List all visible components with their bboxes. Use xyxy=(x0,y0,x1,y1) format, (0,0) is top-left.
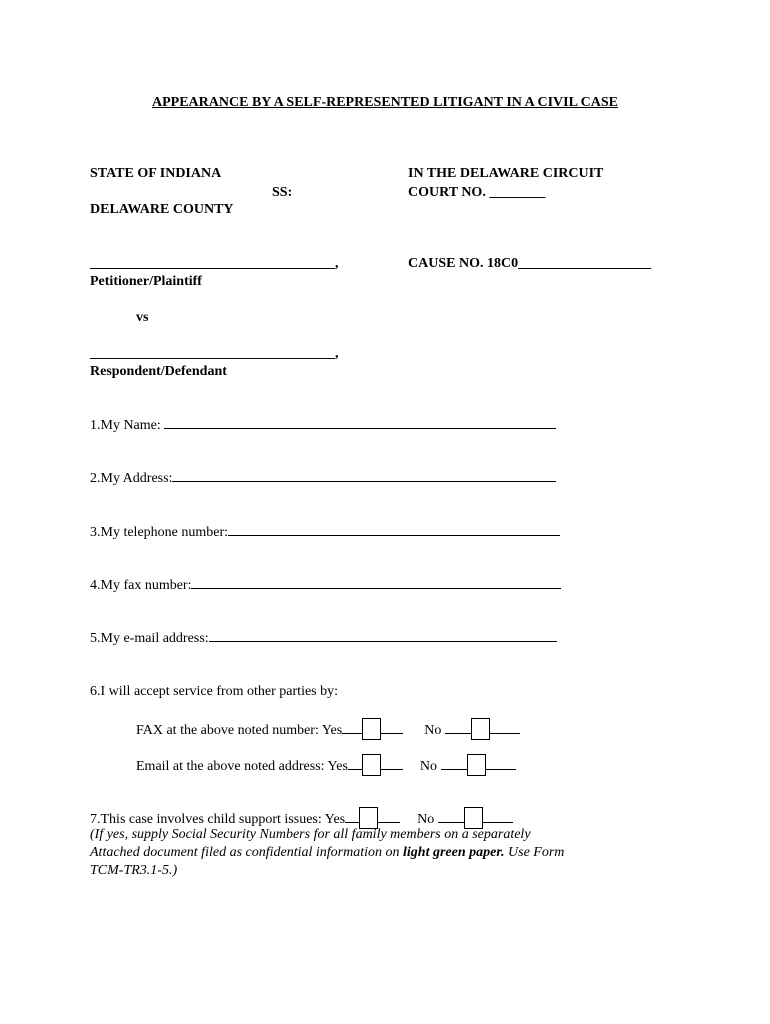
cs-no-underline-right xyxy=(483,810,513,823)
petitioner-blank[interactable]: ___________________________________, xyxy=(90,256,339,271)
telephone-input-line[interactable] xyxy=(228,523,560,536)
county-label: DELAWARE COUNTY xyxy=(90,202,234,217)
cs-yes-underline-left xyxy=(345,810,359,823)
fax-no-underline-left xyxy=(445,721,471,734)
child-support-note xyxy=(90,826,580,880)
ss-label: SS: xyxy=(272,185,293,200)
address-label: 2.My Address: xyxy=(90,471,173,486)
fax-no-label: No xyxy=(424,723,442,738)
service-heading: 6.I will accept service from other parties by: xyxy=(90,684,339,699)
fax-service-label: FAX at the above noted number: Yes xyxy=(136,723,343,738)
email-no-checkbox[interactable] xyxy=(467,754,486,776)
email-yes-checkbox[interactable] xyxy=(362,754,381,776)
cause-number-field[interactable]: CAUSE NO. 18C0___________________ xyxy=(408,256,652,271)
email-service-label: Email at the above noted address: Yes xyxy=(136,759,348,774)
petitioner-label: Petitioner/Plaintiff xyxy=(90,274,202,289)
address-field-row xyxy=(90,469,556,488)
note-text-bold: light green paper. xyxy=(403,845,505,860)
telephone-label: 3.My telephone number: xyxy=(90,525,229,540)
state-label: STATE OF INDIANA xyxy=(90,166,222,181)
child-support-label: 7.This case involves child support issues: Yes xyxy=(90,812,346,827)
fax-field-row xyxy=(90,576,561,595)
fax-service-row xyxy=(136,718,520,740)
note-text-2: Use Form TCM-TR3.1-5.) xyxy=(90,845,565,878)
email-yes-underline-left xyxy=(348,757,362,770)
court-label-line1: IN THE DELAWARE CIRCUIT xyxy=(408,166,604,181)
child-support-no-label: No xyxy=(417,812,435,827)
name-label: 1.My Name: xyxy=(90,418,165,433)
email-yes-underline-right xyxy=(381,757,403,770)
email-no-label: No xyxy=(419,759,438,774)
fax-label: 4.My fax number: xyxy=(90,578,192,593)
address-input-line[interactable] xyxy=(172,469,556,482)
fax-yes-checkbox[interactable] xyxy=(362,718,381,740)
email-input-line[interactable] xyxy=(209,629,557,642)
email-no-underline-left xyxy=(441,757,467,770)
name-field-row xyxy=(90,416,556,435)
fax-no-underline-right xyxy=(490,721,520,734)
vs-label: vs xyxy=(136,310,149,325)
respondent-label: Respondent/Defendant xyxy=(90,364,227,379)
fax-no-checkbox[interactable] xyxy=(471,718,490,740)
fax-yes-underline-left xyxy=(342,721,362,734)
email-no-underline-right xyxy=(486,757,516,770)
respondent-blank[interactable]: ___________________________________, xyxy=(90,346,339,361)
telephone-field-row xyxy=(90,523,560,542)
form-title: APPEARANCE BY A SELF-REPRESENTED LITIGANT IN A CIVIL CASE xyxy=(152,95,618,110)
cs-yes-underline-right xyxy=(378,810,400,823)
email-service-row xyxy=(136,754,516,776)
court-number-field[interactable]: COURT NO. ________ xyxy=(408,185,546,200)
name-input-line[interactable] xyxy=(164,416,556,429)
email-field-row xyxy=(90,629,557,648)
email-label: 5.My e-mail address: xyxy=(90,631,209,646)
cs-no-underline-left xyxy=(438,810,464,823)
fax-input-line[interactable] xyxy=(191,576,561,589)
note-text-1: (If yes, supply Social Security Numbers for all family members on a separately Attached document filed as confidential information on xyxy=(90,827,531,860)
fax-yes-underline-right xyxy=(381,721,403,734)
